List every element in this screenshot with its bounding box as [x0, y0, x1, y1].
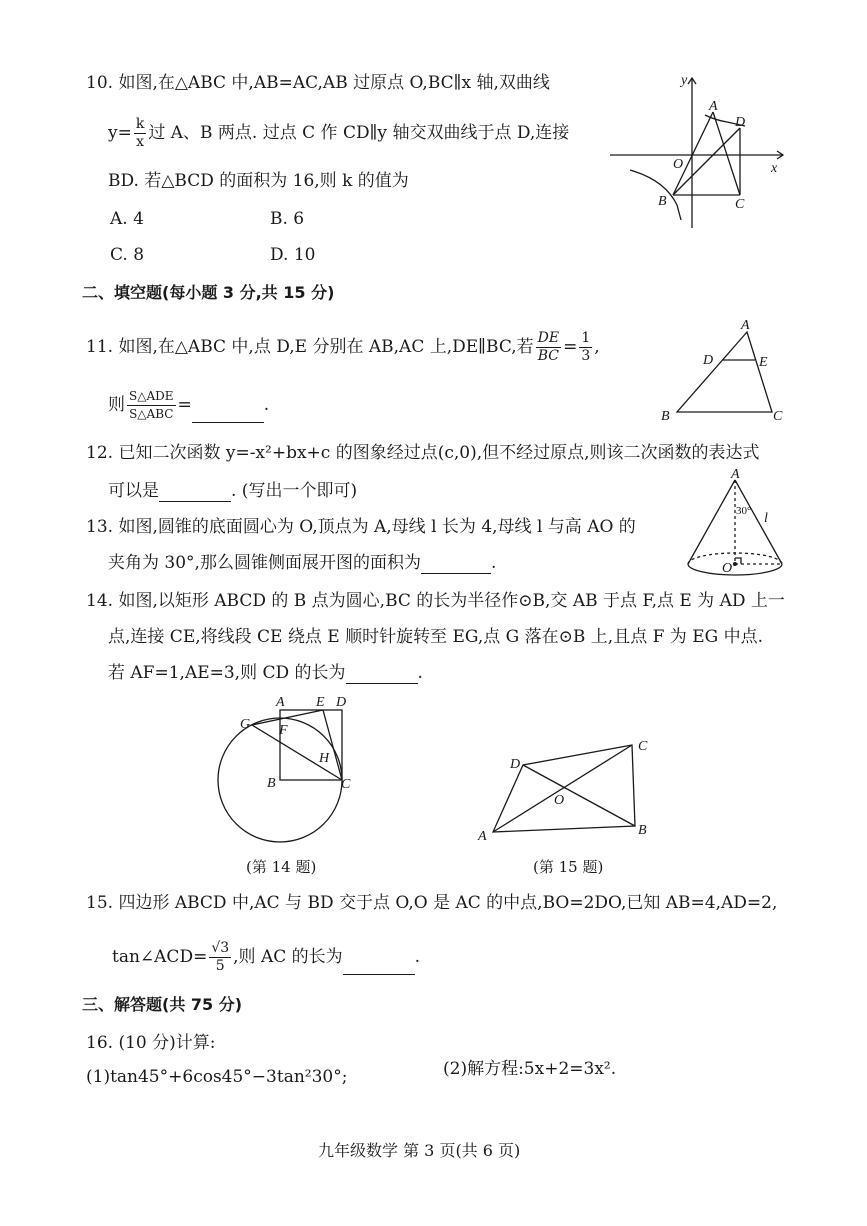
q16-part2: (2)解方程:5x+2=3x². [443, 1059, 617, 1079]
q10-option-b: B. 6 [270, 209, 305, 229]
q14-caption: (第 14 题) [246, 858, 317, 876]
label-c: C [638, 739, 648, 754]
q15-caption: (第 15 题) [533, 858, 604, 876]
section-3-title: 三、解答题(共 75 分) [82, 995, 243, 1014]
q11-line1-end: , [594, 337, 600, 357]
q15-tan-text: tan∠ACD= [112, 947, 208, 967]
segment-ab [673, 112, 713, 195]
q16-part1: (1)tan45°+6cos45°−3tan²30°; [86, 1067, 348, 1087]
label-e: E [759, 355, 768, 370]
q10-frac-den: x [136, 134, 145, 150]
q15-frac-num: √3 [211, 940, 230, 956]
q10-figure [605, 70, 795, 235]
q14-line2: 点,连接 CE,将线段 CE 绕点 E 顺时针旋转至 EG,点 G 落在⊙B 上,且点 F 为 EG 中点. [108, 627, 763, 647]
q14-line3 [108, 662, 423, 684]
q10-option-a: A. 4 [110, 209, 144, 229]
q11-line1 [86, 330, 600, 365]
label-a: A [478, 829, 487, 844]
q11-frac3-den: S△ABC [129, 407, 174, 421]
label-a: A [276, 695, 285, 710]
label-o: O [722, 561, 733, 576]
label-l: l [764, 511, 768, 526]
q12-line2-text: 可以是 [108, 481, 159, 501]
q12-line1: 12. 已知二次函数 y=-x²+bx+c 的图象经过点(c,0),但不经过原点,则该二次函数的表达式 [86, 443, 760, 463]
q15-frac-den: 5 [215, 958, 225, 974]
q11-eq: = [563, 337, 578, 357]
diagonal-bd [523, 765, 635, 826]
q15-line2-end: . [414, 947, 421, 967]
label-c: C [341, 777, 351, 792]
label-d: D [735, 115, 746, 130]
label-b: B [638, 823, 647, 838]
q12-line2 [108, 480, 357, 502]
label-b: B [267, 776, 276, 791]
q10-frac-num: k [135, 116, 145, 132]
page-footer: 九年级数学 第 3 页(共 6 页) [318, 1141, 521, 1160]
q11-frac2-num: 1 [581, 330, 591, 346]
q11-frac1-den: BC [537, 348, 559, 364]
label-d: D [510, 757, 521, 772]
q15-fraction [209, 940, 231, 975]
q11-answer-blank[interactable] [192, 404, 264, 423]
q11-area-ratio [127, 388, 176, 423]
section-2-title: 二、填空题(每小题 3 分,共 15 分) [82, 283, 335, 302]
q14-answer-blank[interactable] [346, 665, 418, 684]
q11-line1-text: 11. 如图,在△ABC 中,点 D,E 分别在 AB,AC 上,DE∥BC,若 [86, 337, 534, 357]
q16-line1: 16. (10 分)计算: [86, 1033, 216, 1053]
label-angle: 30° [736, 505, 752, 517]
q11-fraction-one-third [579, 330, 592, 365]
q11-fraction-de-bc [536, 330, 561, 365]
label-o: O [554, 793, 565, 808]
q11-line2-eq: = [177, 395, 192, 415]
label-c: C [773, 409, 783, 424]
q15-line2-text: ,则 AC 的长为 [233, 947, 343, 967]
q13-cone-figure [680, 468, 795, 583]
label-y: y [681, 73, 688, 88]
q15-answer-blank[interactable] [343, 956, 415, 975]
q10-line1: 10. 如图,在△ABC 中,AB=AC,AB 过原点 O,BC∥x 轴,双曲线 [86, 73, 550, 93]
q14-line3-text: 若 AF=1,AE=3,则 CD 的长为 [108, 663, 346, 683]
q14-figure [205, 690, 365, 845]
label-c: C [735, 197, 745, 212]
q13-answer-blank[interactable] [421, 555, 491, 574]
q15-figure [470, 730, 660, 845]
label-b: B [661, 409, 670, 424]
label-a: A [741, 318, 750, 333]
label-a: A [709, 99, 718, 114]
q11-frac3-num: S△ADE [127, 388, 176, 406]
q14-line1: 14. 如图,以矩形 ABCD 的 B 点为圆心,BC 的长为半径作⊙B,交 AB 于点 F,点 E 为 AD 上一 [86, 591, 785, 611]
center-o [733, 562, 737, 566]
q11-line2-end: . [263, 395, 270, 415]
q13-line1: 13. 如图,圆锥的底面圆心为 O,顶点为 A,母线 l 长为 4,母线 l 与高 AO 的 [86, 517, 636, 537]
q15-line1: 15. 四边形 ABCD 中,AC 与 BD 交于点 O,O 是 AC 的中点,BO=2DO,已知 AB=4,AD=2, [86, 893, 778, 913]
triangle-abc [677, 332, 772, 412]
label-x: x [771, 161, 778, 176]
q11-figure [655, 312, 795, 424]
q11-line2-text: 则 [108, 395, 125, 415]
label-d: D [703, 353, 714, 368]
label-f: F [279, 723, 288, 738]
label-h: H [319, 751, 330, 766]
label-d: D [336, 695, 347, 710]
q10-option-c: C. 8 [110, 245, 145, 265]
q13-line2-text: 夹角为 30°,那么圆锥侧面展开图的面积为 [108, 553, 421, 573]
q13-line2-end: . [490, 553, 497, 573]
q12-line2-end: . (写出一个即可) [231, 481, 358, 501]
q15-line2 [112, 940, 420, 975]
q11-frac2-den: 3 [581, 348, 591, 364]
q14-line3-end: . [417, 663, 423, 683]
q13-line2 [108, 552, 496, 574]
q12-answer-blank[interactable] [159, 483, 231, 502]
q10-option-d: D. 10 [270, 245, 316, 265]
label-e: E [316, 695, 325, 710]
label-g: G [240, 717, 251, 732]
q11-frac1-num: DE [537, 330, 560, 346]
label-a: A [731, 468, 740, 482]
label-o: O [673, 157, 684, 172]
q11-line2 [108, 388, 269, 423]
generatrix-left [688, 480, 735, 564]
q10-line3: BD. 若△BCD 的面积为 16,则 k 的值为 [108, 171, 409, 191]
q10-func-prefix: y= [108, 123, 132, 143]
label-b: B [658, 194, 667, 209]
q10-line2 [108, 116, 569, 151]
q10-fraction [134, 116, 146, 151]
q10-line2-text: 过 A、B 两点. 过点 C 作 CD∥y 轴交双曲线于点 D,连接 [148, 123, 570, 143]
generatrix-l [735, 480, 782, 564]
